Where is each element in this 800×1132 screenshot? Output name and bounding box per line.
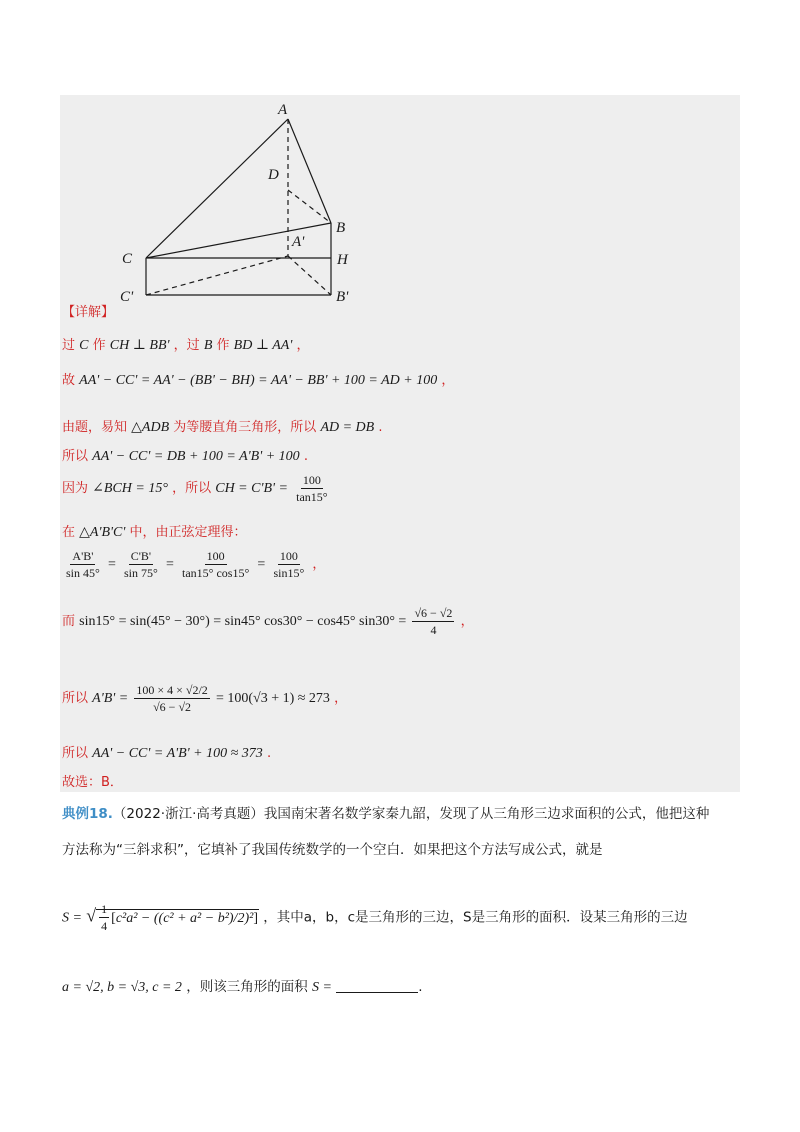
- example-number: 典例18.: [62, 806, 113, 822]
- text: ，所以: [172, 481, 212, 496]
- text: ，: [334, 691, 348, 706]
- example-text: ，则该三角形的面积: [186, 979, 308, 995]
- solution-line-3: [62, 416, 383, 436]
- example-line-1: [62, 802, 709, 822]
- fraction: [134, 683, 209, 714]
- solution-line-9: [62, 683, 347, 714]
- math: BD ⊥ AA': [233, 338, 293, 353]
- text: ，: [441, 373, 455, 388]
- numerator: 100: [206, 549, 225, 563]
- text: 故: [62, 373, 76, 388]
- numerator: 100: [302, 473, 321, 487]
- fraction: [271, 549, 306, 580]
- example-line-2: [62, 838, 603, 858]
- text: .: [266, 746, 272, 761]
- fraction: [99, 902, 109, 933]
- text: 而: [62, 614, 76, 629]
- math: ∠BCH = 15°: [92, 481, 168, 496]
- numerator: 1: [101, 902, 108, 916]
- edge-AB: [288, 119, 331, 223]
- numerator: A'B': [72, 549, 94, 563]
- solution-line-6: [62, 521, 247, 541]
- fraction: [294, 473, 329, 504]
- text: ，过: [173, 338, 200, 353]
- example-text: ，其中a，b，c是三角形的三边，S是三角形的面积．设某三角形的三边: [263, 909, 688, 926]
- example-formula-line: [62, 902, 688, 933]
- equals: =: [165, 557, 174, 572]
- text: 过: [62, 338, 76, 353]
- numerator: √6 − √2: [414, 606, 453, 620]
- sqrt-icon: √: [86, 905, 97, 926]
- label-H: H: [337, 252, 348, 268]
- denominator: sin15°: [273, 566, 305, 580]
- answer-text: 故选：B．: [62, 775, 123, 790]
- text: 作: [216, 338, 230, 353]
- formula-lhs: S =: [62, 910, 82, 926]
- fraction: [64, 549, 102, 580]
- text: 因为: [62, 481, 89, 496]
- text: 中，由正弦定理得：: [129, 525, 247, 540]
- math: AA' − CC' = A'B' + 100 ≈ 373: [92, 746, 263, 761]
- fraction: [122, 549, 160, 580]
- math: AD = DB: [320, 420, 375, 435]
- bracket-close: ]: [253, 910, 258, 926]
- text: 在: [62, 525, 76, 540]
- text: ，: [296, 338, 310, 353]
- math: = 100(√3 + 1) ≈ 273: [215, 691, 330, 706]
- solution-line-4: [62, 445, 308, 465]
- period: .: [418, 979, 423, 995]
- text: 所以: [62, 746, 89, 761]
- text: 所以: [62, 449, 89, 464]
- denominator: sin 45°: [66, 566, 100, 580]
- label-A-prime: A': [292, 234, 305, 250]
- text: ，: [460, 614, 474, 629]
- math: △ADB: [131, 420, 170, 435]
- equals: =: [107, 557, 116, 572]
- example-text: （2022·浙江·高考真题）我国南宋著名数学家秦九韶，发现了从三角形三边求面积的公式，他把这种: [112, 806, 710, 822]
- fraction: [412, 606, 454, 637]
- edge-C'A': [146, 256, 288, 295]
- equals: =: [257, 557, 266, 572]
- text: 所以: [62, 691, 89, 706]
- denominator: √6 − √2: [153, 700, 192, 714]
- formula-radicand: [96, 902, 259, 933]
- edge-A'B': [288, 256, 331, 295]
- solution-line-10: [62, 742, 271, 762]
- text: 作: [92, 338, 106, 353]
- math: AA' − CC' = DB + 100 = A'B' + 100: [92, 449, 300, 464]
- math: AA' − CC' = AA' − (BB' − BH) = AA' − BB' + 100 = AD + 100: [79, 373, 438, 388]
- solution-line-5: [62, 473, 332, 504]
- geometry-figure: [60, 95, 380, 310]
- example-given-line: [62, 975, 423, 996]
- math: A'B' =: [92, 691, 129, 706]
- given-values: a = √2, b = √3, c = 2: [62, 980, 182, 995]
- label-D: D: [268, 167, 279, 183]
- solution-line-2: [62, 369, 454, 389]
- answer-blank[interactable]: [336, 978, 418, 993]
- denominator: 4: [101, 919, 108, 933]
- denominator: sin 75°: [124, 566, 158, 580]
- label-A: A: [278, 102, 288, 118]
- denominator: tan15° cos15°: [182, 566, 250, 580]
- solution-line-8: [62, 606, 474, 637]
- math: CH = C'B' =: [215, 481, 288, 496]
- solution-tag: 【详解】: [62, 305, 115, 320]
- edge-AC: [146, 119, 288, 258]
- numerator: 100: [279, 549, 298, 563]
- label-B-prime: B': [336, 289, 349, 305]
- solution-line-7: [62, 549, 325, 580]
- numerator: C'B': [130, 549, 152, 563]
- label-B: B: [336, 220, 346, 236]
- math: CH ⊥ BB': [109, 338, 170, 353]
- text: 由题，易知: [62, 420, 128, 435]
- text: .: [378, 420, 383, 435]
- denominator: 4: [430, 623, 437, 637]
- text: 为等腰直角三角形，所以: [173, 420, 317, 435]
- answer-lhs: S =: [312, 980, 332, 995]
- numerator: 100 × 4 × √2/2: [136, 683, 208, 697]
- math: C: [79, 338, 89, 353]
- formula-inner: c²a² − ((c² + a² − b²)/2)²: [115, 910, 254, 926]
- solution-line-11: [62, 771, 123, 790]
- text: .: [303, 449, 308, 464]
- fraction: [180, 549, 251, 580]
- example-text: 方法称为“三斜求积”，它填补了我国传统数学的一个空白．如果把这个方法写成公式，就是: [62, 842, 603, 858]
- label-C: C: [122, 251, 133, 267]
- solution-tag-line: [62, 301, 114, 320]
- label-C-prime: C': [120, 289, 134, 305]
- text: ，: [312, 557, 326, 572]
- math: sin15° = sin(45° − 30°) = sin45° cos30° − cos45° sin30° =: [79, 614, 407, 629]
- solution-line-1: [62, 334, 310, 354]
- math: B: [203, 338, 213, 353]
- math: △A'B'C': [79, 525, 126, 540]
- denominator: tan15°: [296, 490, 328, 504]
- bracket-open: [: [111, 910, 116, 926]
